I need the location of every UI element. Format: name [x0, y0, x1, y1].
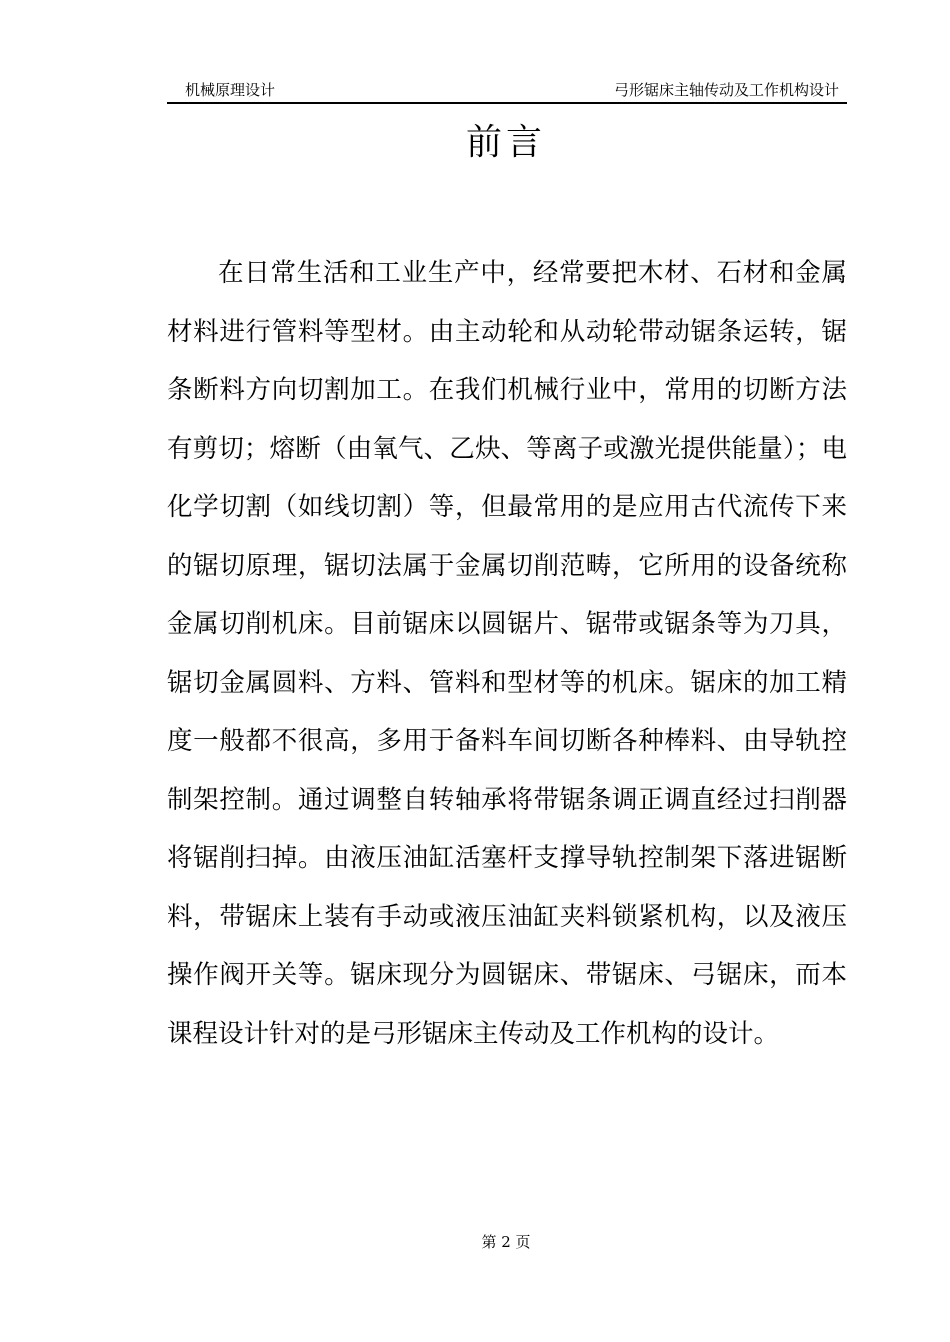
header-course-name: 机械原理设计	[185, 81, 276, 99]
page-header	[167, 80, 847, 104]
header-document-title: 弓形锯床主轴传动及工作机构设计	[613, 81, 839, 99]
page-number: 第 2 页	[481, 1233, 531, 1251]
page-title: 前言	[465, 122, 546, 163]
body-paragraph: 在日常生活和工业生产中，经常要把木材、石材和金属材料进行管料等型材。由主动轮和从动轮带动锯条运转，锯条断料方向切割加工。在我们机械行业中，常用的切断方法有剪切；熔断（由氧气、乙炔、等离子或激光提供能量）；电化学切割（如线切割）等，但最常用的是应用古代流传下来的锯切原理，锯切法属于金属切削范畴，它所用的设备统称金属切削机床。目前锯床以圆锯片、锯带或锯条等为刀具，锯切金属圆料、方料、管料和型材等的机床。锯床的加工精度一般都不很高，多用于备料车间切断各种棒料、由导轨控制架控制。通过调整自转轴承将带锯条调正调直经过扫削器将锯削扫掉。由液压油缸活塞杆支撑导轨控制架下落进锯断料，带锯床上装有手动或液压油缸夹料锁紧机构，以及液压操作阀开关等。锯床现分为圆锯床、带锯床、弓锯床，而本课程设计针对的是弓形锯床主传动及工作机构的设计。	[167, 258, 847, 1049]
